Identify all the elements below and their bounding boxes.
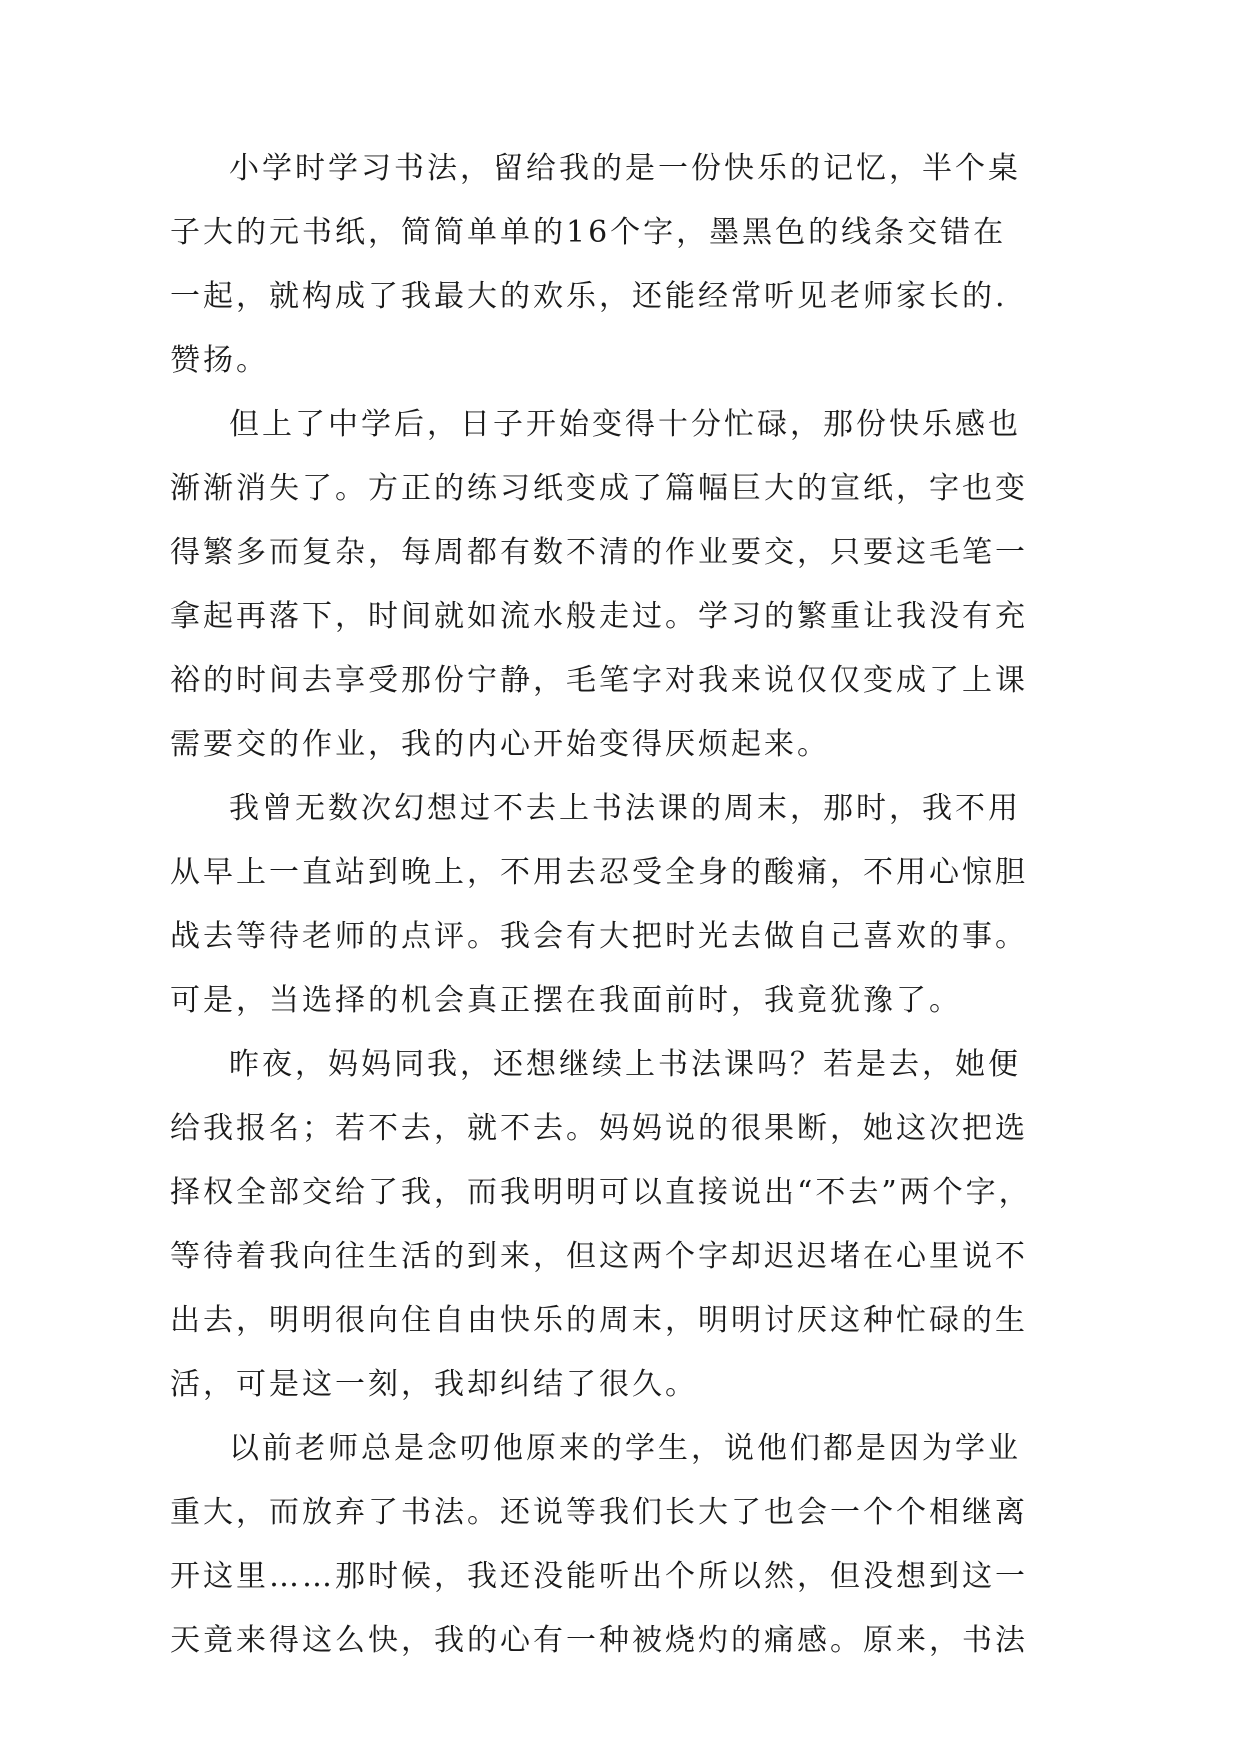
paragraph-2-line-3: 得繁多而复杂，每周都有数不清的作业要交，只要这毛笔一 [170,535,1028,570]
paragraph-3-line-1: 我曾无数次幻想过不去上书法课的周末，那时，我不用 [229,791,1021,826]
paragraph-4-line-6: 活，可是这一刻，我却纠结了很久。 [170,1367,698,1402]
paragraph-4-line-1: 昨夜，妈妈同我，还想继续上书法课吗？若是去，她便 [229,1047,1021,1082]
paragraph-5-line-2: 重大，而放弃了书法。还说等我们长大了也会一个个相继离 [170,1495,1028,1530]
paragraph-4-line-5: 出去，明明很向住自由快乐的周末，明明讨厌这种忙碌的生 [170,1303,1028,1338]
paragraph-1-line-1: 小学时学习书法，留给我的是一份快乐的记忆，半个桌 [229,151,1021,186]
paragraph-3-line-3: 战去等待老师的点评。我会有大把时光去做自己喜欢的事。 [170,919,1028,954]
paragraph-2-line-2: 渐渐消失了。方正的练习纸变成了篇幅巨大的宣纸，字也变 [170,471,1028,506]
paragraph-5-line-1: 以前老师总是念叨他原来的学生，说他们都是因为学业 [229,1431,1021,1466]
paragraph-2-line-1: 但上了中学后，日子开始变得十分忙碌，那份快乐感也 [229,407,1021,442]
paragraph-3-line-2: 从早上一直站到晚上，不用去忍受全身的酸痛，不用心惊胆 [170,855,1028,890]
paragraph-1-line-2: 子大的元书纸，简简单单的16个字，墨黑色的线条交错在 [170,215,1007,250]
paragraph-1-line-3: 一起，就构成了我最大的欢乐，还能经常听见老师家长的. [170,279,1008,314]
paragraph-2-line-5: 裕的时间去享受那份宁静，毛笔字对我来说仅仅变成了上课 [170,663,1028,698]
paragraph-4-line-4: 等待着我向往生活的到来，但这两个字却迟迟堵在心里说不 [170,1239,1028,1274]
paragraph-3-line-4: 可是，当选择的机会真正摆在我面前时，我竟犹豫了。 [170,983,962,1018]
paragraph-1-line-4: 赞扬。 [170,343,269,378]
paragraph-5-line-3: 开这里……那时候，我还没能听出个所以然，但没想到这一 [170,1559,1028,1594]
paragraph-5-line-4: 天竟来得这么快，我的心有一种被烧灼的痛感。原来，书法 [170,1623,1028,1658]
paragraph-2-line-6: 需要交的作业，我的内心开始变得厌烦起来。 [170,727,830,762]
paragraph-2-line-4: 拿起再落下，时间就如流水般走过。学习的繁重让我没有充 [170,599,1028,634]
paragraph-4-line-3: 择权全部交给了我，而我明明可以直接说出“不去”两个字， [170,1175,1032,1210]
paragraph-4-line-2: 给我报名；若不去，就不去。妈妈说的很果断，她这次把选 [170,1111,1028,1146]
